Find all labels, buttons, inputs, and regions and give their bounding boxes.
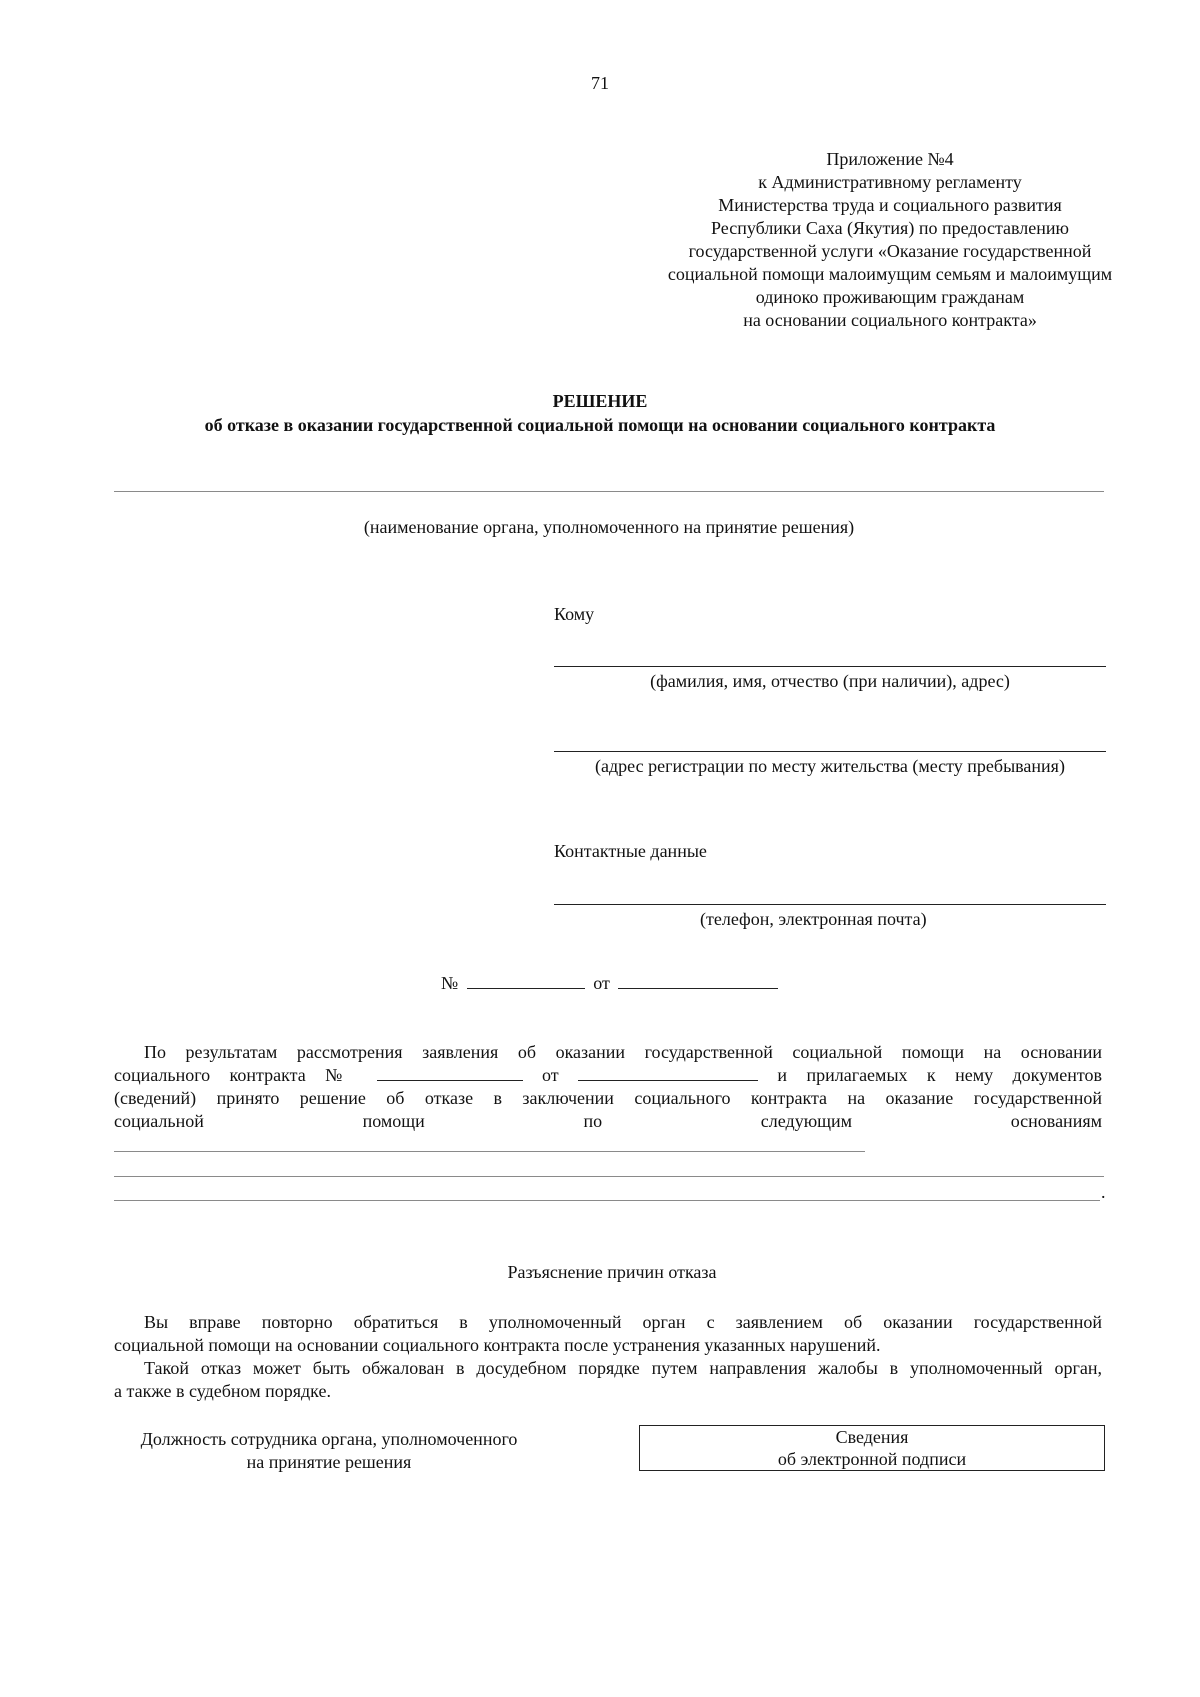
contacts-line xyxy=(554,904,1106,905)
address-line xyxy=(554,751,1106,752)
number-field xyxy=(467,972,585,989)
contract-number-label: социального контракта № xyxy=(114,1065,358,1085)
decision-line: По результатам рассмотрения заявления об оказании государственной социальной помощи на основании xyxy=(144,1042,1102,1062)
appendix-line: Республики Саха (Якутия) по предоставлению xyxy=(711,218,1069,238)
date-field xyxy=(618,972,778,989)
decision-line: (сведений) принято решение об отказе в заключении социального контракта на оказание государственной xyxy=(114,1088,1102,1108)
number-date-line xyxy=(441,972,778,995)
explanation-line: Вы вправе повторно обратиться в уполномоченный орган с заявлением об оказании государственной xyxy=(144,1312,1102,1332)
official-position-line: Должность сотрудника органа, уполномоченного xyxy=(140,1429,518,1449)
e-signature-label: об электронной подписи xyxy=(777,1449,967,1469)
fio-line xyxy=(554,666,1106,667)
grounds-end-dot: . xyxy=(1101,1182,1106,1202)
explanation-line: а также в судебном порядке. xyxy=(114,1381,331,1401)
official-position xyxy=(114,1428,544,1474)
explanation-heading: Разъяснение причин отказа xyxy=(507,1262,717,1282)
decision-line-contract xyxy=(114,1064,1102,1087)
organ-caption: (наименование органа, уполномоченного на принятие решения) xyxy=(363,517,855,537)
document-title: РЕШЕНИЕ xyxy=(552,391,648,411)
explanation-line: социальной помощи на основании социального контракта после устранения указанных нарушений. xyxy=(114,1335,881,1355)
number-sign: № xyxy=(441,973,459,993)
contract-from-word: от xyxy=(541,1065,559,1085)
contacts-caption: (телефон, электронная почта) xyxy=(700,909,927,929)
from-word: от xyxy=(593,973,610,993)
grounds-line xyxy=(114,1200,1100,1201)
appendix-line: Министерства труда и социального развития xyxy=(718,195,1062,215)
contacts-label: Контактные данные xyxy=(554,841,707,861)
explanation-line: Такой отказ может быть обжалован в досудебном порядке путем направления жалобы в уполномоченный орган, xyxy=(144,1358,1102,1378)
appendix-line: государственной услуги «Оказание государственной xyxy=(688,241,1092,261)
attached-docs-text: и прилагаемых к нему документов xyxy=(777,1065,1103,1085)
explanation-block xyxy=(114,1311,1102,1403)
grounds-line xyxy=(114,1176,1104,1177)
decision-paragraph xyxy=(114,1041,1102,1133)
appendix-line: одиноко проживающим гражданам xyxy=(755,287,1025,307)
decision-line: социальной помощи по следующим основаниям xyxy=(114,1111,1102,1131)
contract-number-field xyxy=(377,1064,523,1081)
appendix-line: социальной помощи малоимущим семьям и малоимущим xyxy=(667,264,1113,284)
fio-caption: (фамилия, имя, отчество (при наличии), адрес) xyxy=(650,671,1010,691)
contract-date-field xyxy=(578,1064,758,1081)
appendix-block xyxy=(630,148,1150,332)
appendix-line: на основании социального контракта» xyxy=(743,310,1037,330)
appendix-line: к Административному регламенту xyxy=(758,172,1022,192)
address-caption: (адрес регистрации по месту жительства (месту пребывания) xyxy=(595,756,1065,776)
page-number: 71 xyxy=(591,73,609,93)
organ-name-line xyxy=(114,491,1104,492)
document-subtitle: об отказе в оказании государственной социальной помощи на основании социального контракта xyxy=(204,415,996,435)
e-signature-box xyxy=(639,1425,1105,1471)
appendix-line: Приложение №4 xyxy=(826,149,954,169)
grounds-line xyxy=(114,1151,865,1152)
official-position-line: на принятие решения xyxy=(246,1452,412,1472)
to-label: Кому xyxy=(554,604,595,624)
e-signature-label: Сведения xyxy=(835,1427,909,1447)
